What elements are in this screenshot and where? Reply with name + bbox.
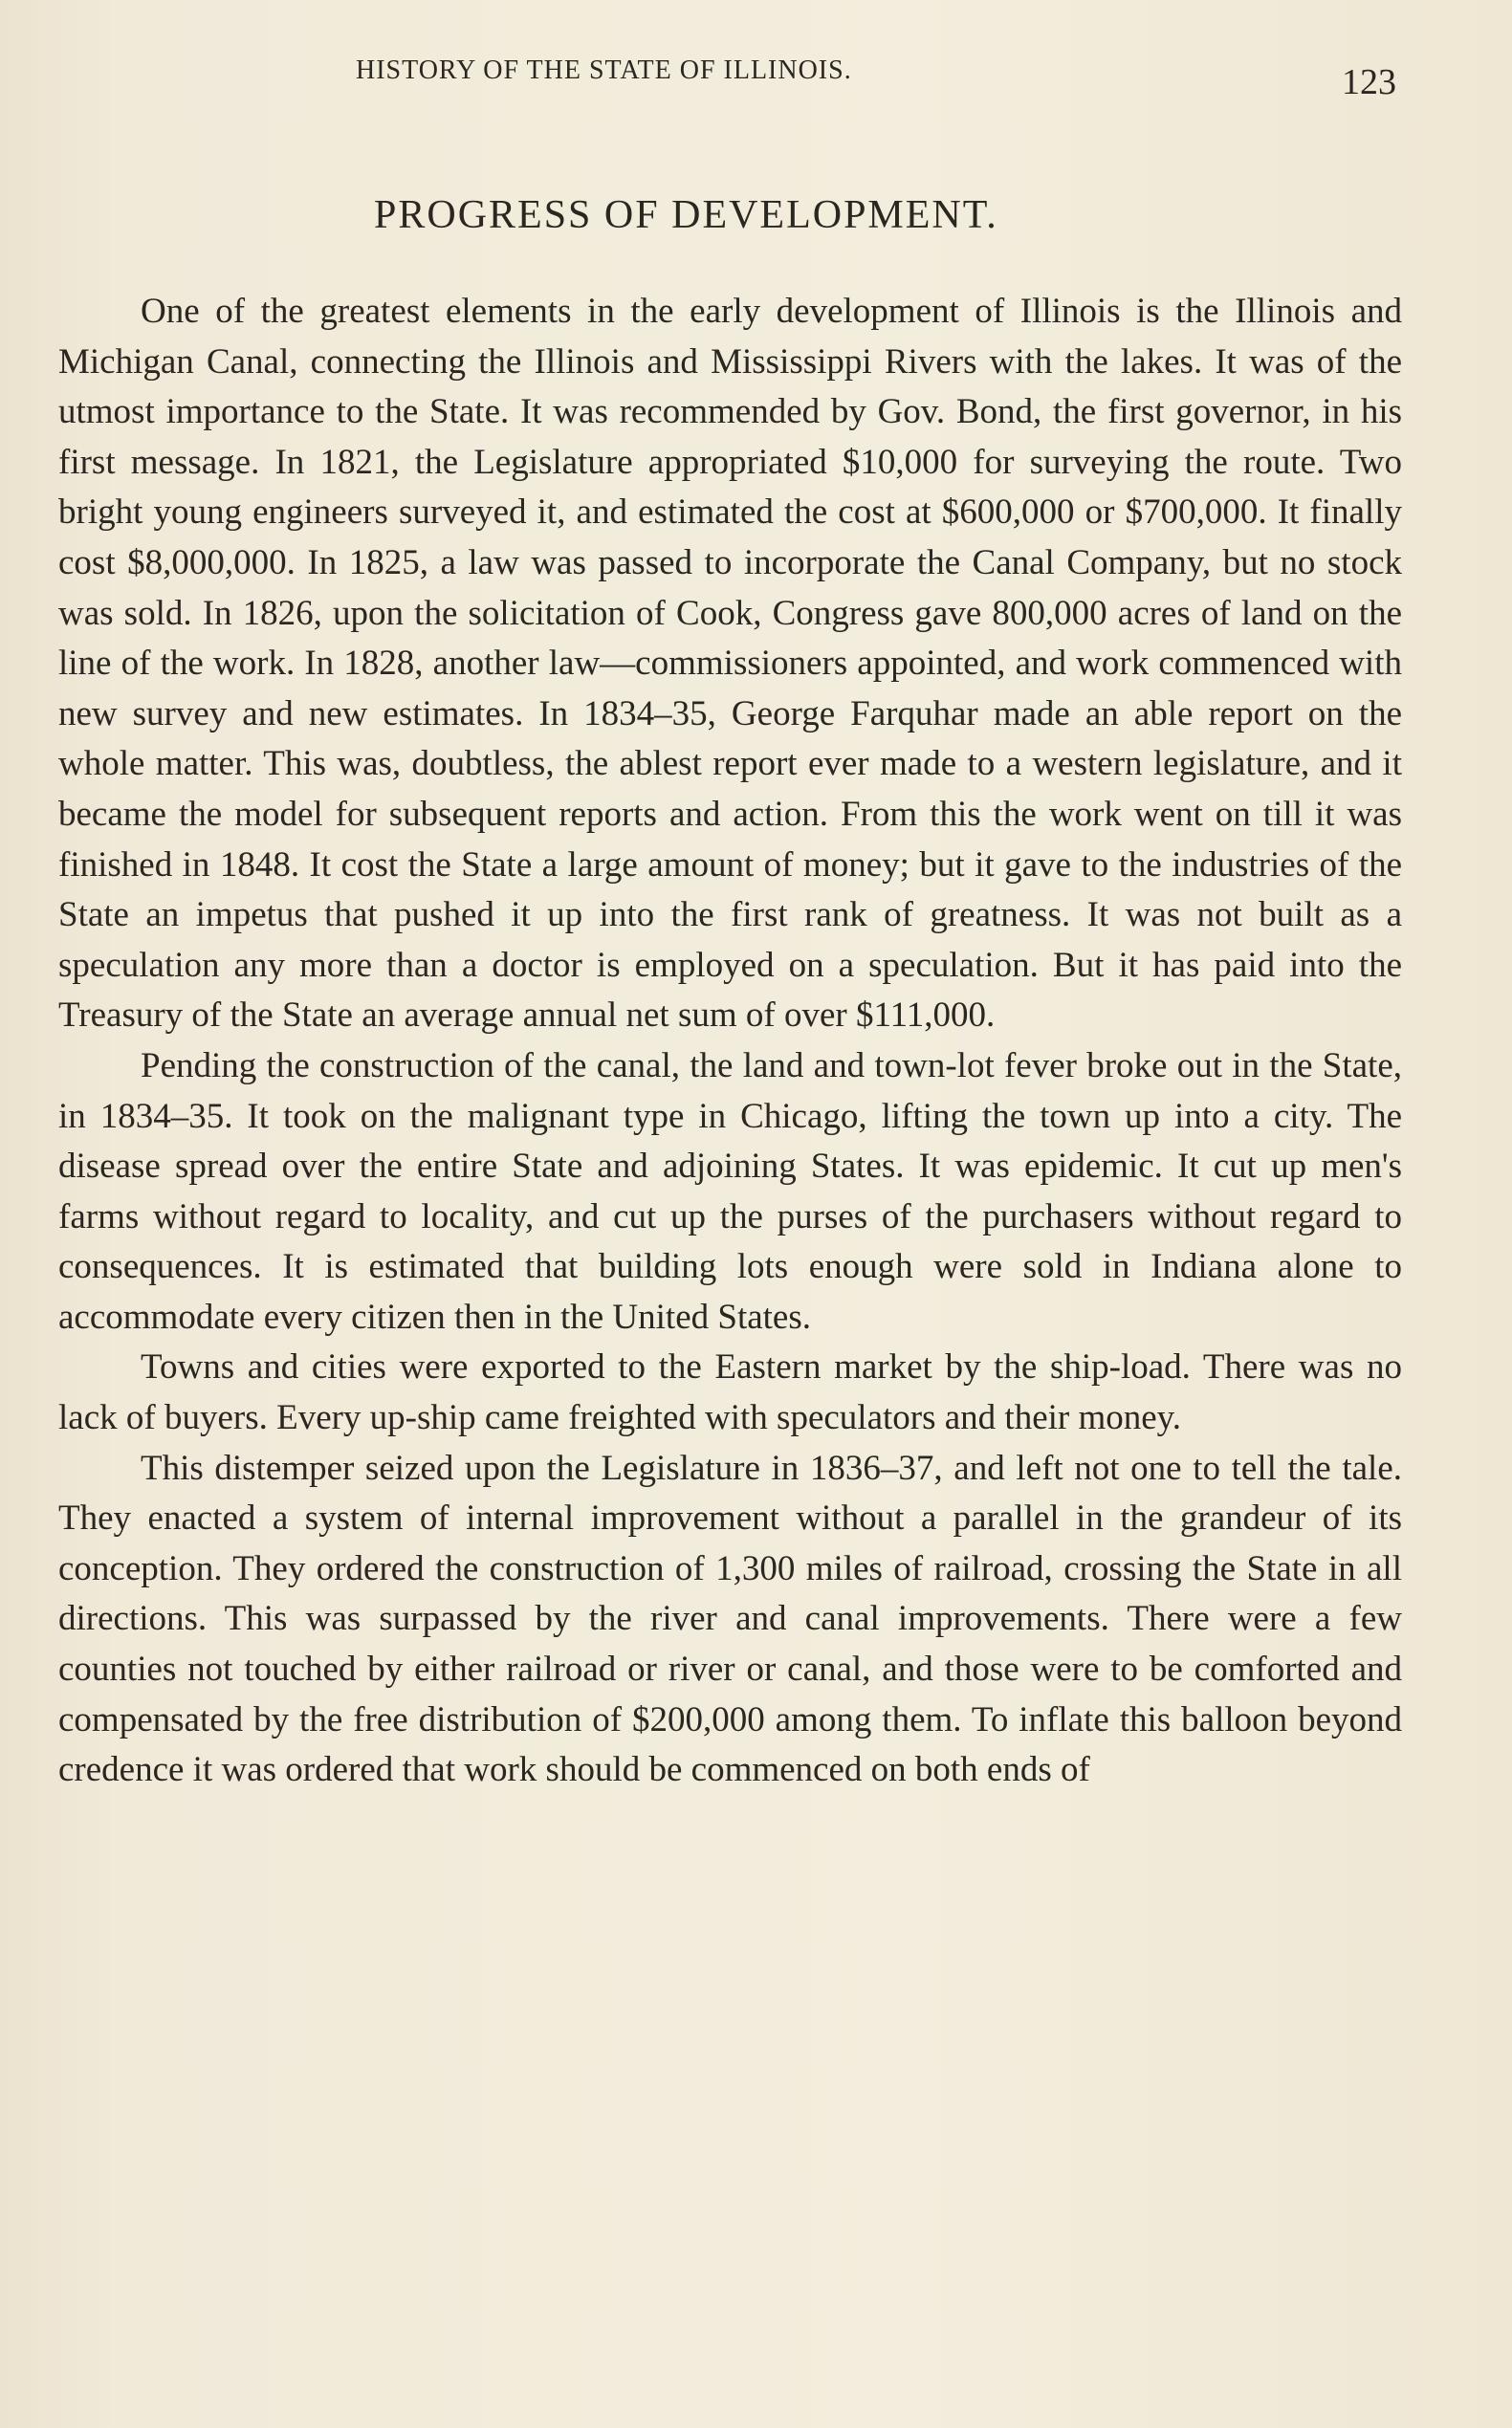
section-title: PROGRESS OF DEVELOPMENT. [374,193,998,237]
page-number: 123 [1342,62,1396,102]
body-text [58,287,1402,1796]
paragraph-3: Towns and cities were exported to the Eastern market by the ship-load. There was no lack of buyers. Every up-ship came freighted with speculators and their money. [58,1347,1402,1438]
paragraph-2: Pending the construction of the canal, the land and town-lot fever broke out in the State, in 1834–35. It took on the malignant type in Chicago, lifting the town up into a city. The disease spread over the entire State and adjoining States. It was epidemic. It cut up men's farms without regard to locality, and cut up the purses of the purchasers without regard to consequences. It is estimated that building lots enough were sold in Indiana alone to accommodate every citizen then in the United States. [58,1045,1402,1337]
running-head: HISTORY OF THE STATE OF ILLINOIS. [356,55,852,85]
paragraph-1: One of the greatest elements in the early development of Illinois is the Illinois and Michigan Canal, connecting the Illinois and Mississippi Rivers with the lakes. It was of the utmost importance to the State. It was recommended by Gov. Bond, the first governor, in his first message. In 1821, the Legislature appropriated $10,000 for surveying the route. Two bright young engineers surveyed it, and estimated the cost at $600,000 or $700,000. It finally cost $8,000,000. In 1825, a law was passed to incorporate the Canal Company, but no stock was sold. In 1826, upon the solicitation of Cook, Congress gave 800,000 acres of land on the line of the work. In 1828, another law—commissioners appointed, and work commenced with new survey and new estimates. In 1834–35, George Farquhar made an able report on the whole matter. This was, doubtless, the ablest report ever made to a western legislature, and it became the model for subsequent reports and action. From this the work went on till it was finished in 1848. It cost the State a large amount of money; but it gave to the industries of the State an impetus that pushed it up into the first rank of greatness. It was not built as a speculation any more than a doctor is employed on a speculation. But it has paid into the Treasury of the State an average annual net sum of over $111,000. [58,292,1402,1036]
paragraph-4: This distemper seized upon the Legislature in 1836–37, and left not one to tell the tale. They enacted a system of internal improvement without a parallel in the grandeur of its conception. They ordered the construction of 1,300 miles of railroad, crossing the State in all directions. This was surpassed by the river and canal improvements. There were a few counties not touched by either railroad or river or canal, and those were to be comforted and compensated by the free distribution of $200,000 among them. To inflate this balloon beyond credence it was ordered that work should be commenced on both ends of [58,1448,1402,1790]
